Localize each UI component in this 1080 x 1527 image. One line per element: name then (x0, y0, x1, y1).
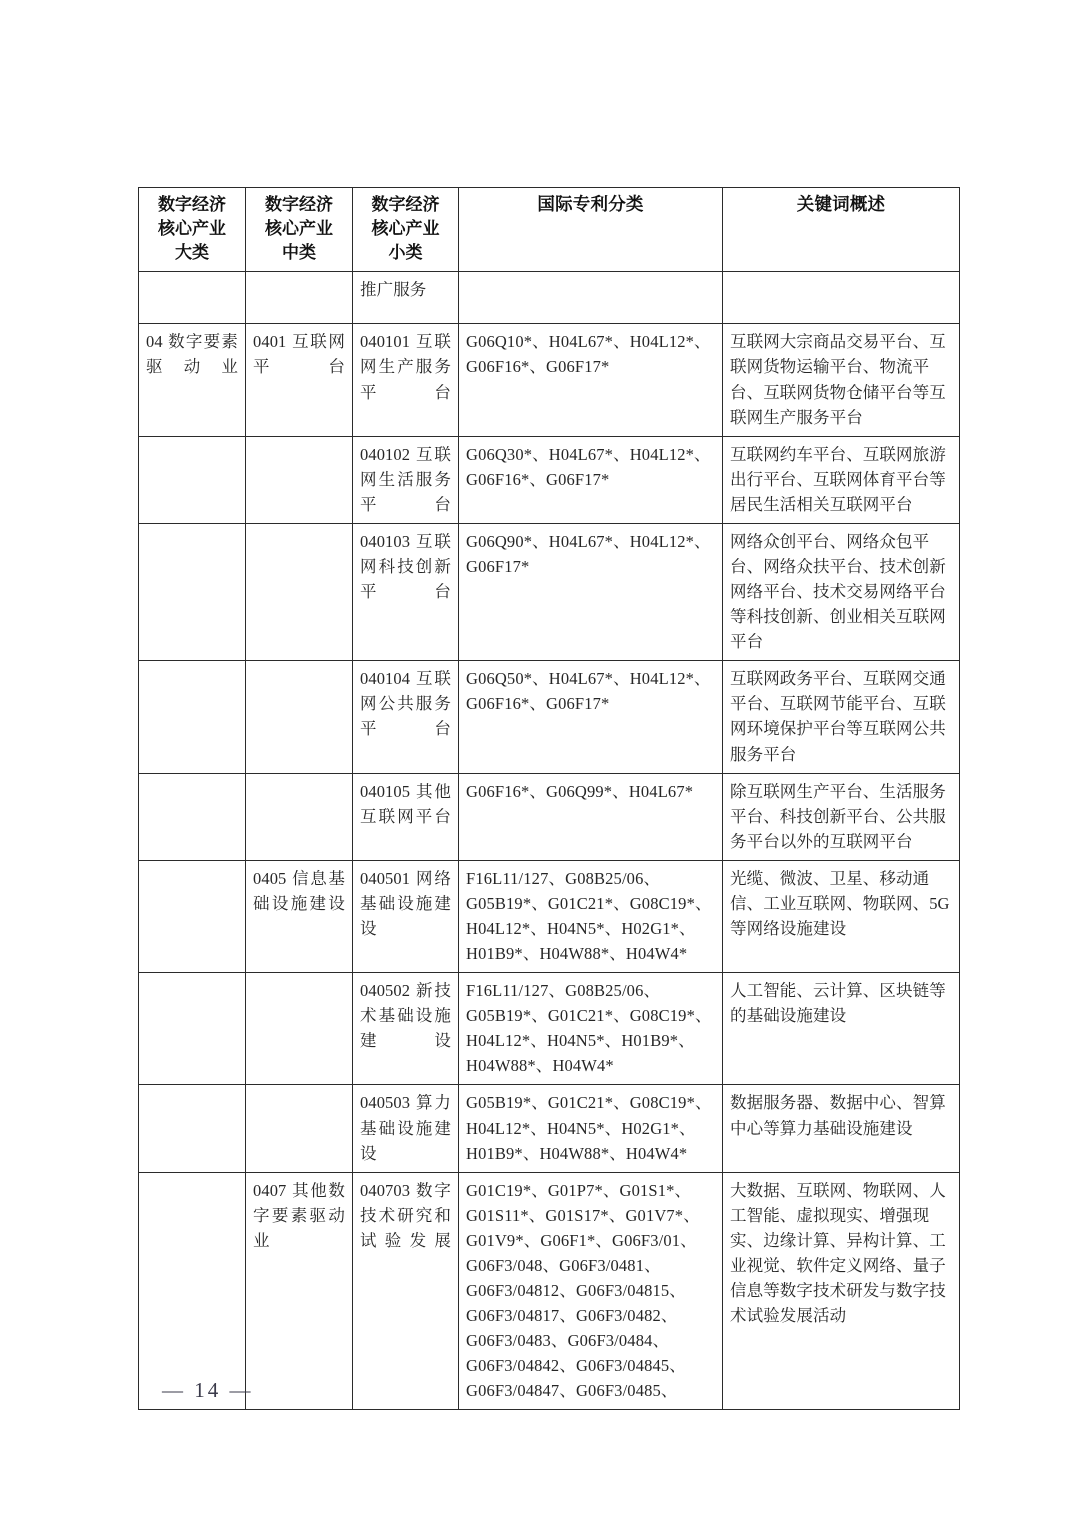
cell-major-category (139, 1085, 246, 1172)
cell-keywords: 数据服务器、数据中心、智算中心等算力基础设施建设 (723, 1085, 960, 1172)
page-number (138, 1378, 412, 1403)
table-row (139, 272, 960, 324)
column-header-major-category: 数字经济 核心产业 大类 (139, 188, 246, 272)
cell-minor-category: 040501 网络基础设施建设 (353, 860, 459, 972)
column-header-minor-category: 数字经济 核心产业 小类 (353, 188, 459, 272)
cell-major-category (139, 661, 246, 773)
table-row (139, 973, 960, 1085)
cell-major-category (139, 523, 246, 660)
cell-major-category: 04 数字要素驱动业 (139, 324, 246, 436)
cell-medium-category: 0405 信息基础设施建设 (246, 860, 353, 972)
cell-minor-category: 040103 互联网科技创新平台 (353, 523, 459, 660)
column-header-ipc: 国际专利分类 (459, 188, 723, 272)
cell-medium-category (246, 272, 353, 324)
cell-minor-category: 040104 互联网公共服务平台 (353, 661, 459, 773)
cell-minor-category: 040105 其他互联网平台 (353, 773, 459, 860)
cell-ipc-codes: G06Q30*、H04L67*、H04L12*、G06F16*、G06F17* (459, 436, 723, 523)
cell-ipc-codes: G06Q10*、H04L67*、H04L12*、G06F16*、G06F17* (459, 324, 723, 436)
cell-ipc-codes: F16L11/127、G08B25/06、G05B19*、G01C21*、G08C19*、H04L12*、H04N5*、H01B9*、H04W88*、H04W4* (459, 973, 723, 1085)
table-body (139, 272, 960, 1410)
cell-minor-category: 040502 新技术基础设施建设 (353, 973, 459, 1085)
cell-ipc-codes: G06Q50*、H04L67*、H04L12*、G06F16*、G06F17* (459, 661, 723, 773)
table-header-row (139, 188, 960, 272)
cell-major-category (139, 860, 246, 972)
table-row (139, 661, 960, 773)
table-row (139, 324, 960, 436)
table-header (139, 188, 960, 272)
cell-keywords: 互联网约车平台、互联网旅游出行平台、互联网体育平台等居民生活相关互联网平台 (723, 436, 960, 523)
cell-minor-category: 040503 算力基础设施建设 (353, 1085, 459, 1172)
cell-ipc-codes: G06F16*、G06Q99*、H04L67* (459, 773, 723, 860)
classification-table-container (138, 187, 959, 1410)
cell-minor-category: 040101 互联网生产服务平台 (353, 324, 459, 436)
cell-medium-category (246, 1085, 353, 1172)
cell-medium-category (246, 773, 353, 860)
table-row (139, 773, 960, 860)
cell-keywords: 互联网政务平台、互联网交通平台、互联网节能平台、互联网环境保护平台等互联网公共服务平台 (723, 661, 960, 773)
cell-major-category (139, 973, 246, 1085)
cell-medium-category (246, 973, 353, 1085)
cell-minor-category: 040102 互联网生活服务平台 (353, 436, 459, 523)
cell-keywords: 大数据、互联网、物联网、人工智能、虚拟现实、增强现实、边缘计算、异构计算、工业视觉、软件定义网络、量子信息等数字技术研发与数字技术试验发展活动 (723, 1172, 960, 1410)
cell-major-category (139, 272, 246, 324)
table-row (139, 860, 960, 972)
cell-minor-category: 推广服务 (353, 272, 459, 324)
cell-major-category (139, 1172, 246, 1410)
classification-table (138, 187, 960, 1410)
cell-major-category (139, 436, 246, 523)
table-row (139, 436, 960, 523)
cell-medium-category (246, 661, 353, 773)
cell-medium-category: 0401 互联网平台 (246, 324, 353, 436)
cell-minor-category: 040703 数字技术研究和试验发展 (353, 1172, 459, 1410)
cell-ipc-codes: F16L11/127、G08B25/06、G05B19*、G01C21*、G08C19*、H04L12*、H04N5*、H02G1*、H01B9*、H04W88*、H04W4* (459, 860, 723, 972)
cell-keywords: 互联网大宗商品交易平台、互联网货物运输平台、物流平台、互联网货物仓储平台等互联网生产服务平台 (723, 324, 960, 436)
table-row (139, 1172, 960, 1410)
column-header-medium-category: 数字经济 核心产业 中类 (246, 188, 353, 272)
cell-medium-category (246, 523, 353, 660)
page-number-label: — 14 — (162, 1378, 254, 1402)
cell-keywords (723, 272, 960, 324)
cell-ipc-codes (459, 272, 723, 324)
cell-major-category (139, 773, 246, 860)
column-header-keywords: 关键词概述 (723, 188, 960, 272)
cell-keywords: 除互联网生产平台、生活服务平台、科技创新平台、公共服务平台以外的互联网平台 (723, 773, 960, 860)
cell-ipc-codes: G01C19*、G01P7*、G01S1*、G01S11*、G01S17*、G01V7*、G01V9*、G06F1*、G06F3/01、G06F3/048、G06F3/0481、G06F3/04812、G06F3/04815、G06F3/04817、G06F3/0482、G06F3/0483、G06F3/0484、G06F3/04842、G06F3/04845、G06F3/04847、G06F3/0485、 (459, 1172, 723, 1410)
cell-ipc-codes: G06Q90*、H04L67*、H04L12*、G06F17* (459, 523, 723, 660)
cell-keywords: 网络众创平台、网络众包平台、网络众扶平台、技术创新网络平台、技术交易网络平台等科技创新、创业相关互联网平台 (723, 523, 960, 660)
table-row (139, 523, 960, 660)
cell-medium-category (246, 436, 353, 523)
cell-ipc-codes: G05B19*、G01C21*、G08C19*、H04L12*、H04N5*、H02G1*、H01B9*、H04W88*、H04W4* (459, 1085, 723, 1172)
cell-keywords: 光缆、微波、卫星、移动通信、工业互联网、物联网、5G等网络设施建设 (723, 860, 960, 972)
table-row (139, 1085, 960, 1172)
cell-medium-category: 0407 其他数字要素驱动业 (246, 1172, 353, 1410)
cell-keywords: 人工智能、云计算、区块链等的基础设施建设 (723, 973, 960, 1085)
